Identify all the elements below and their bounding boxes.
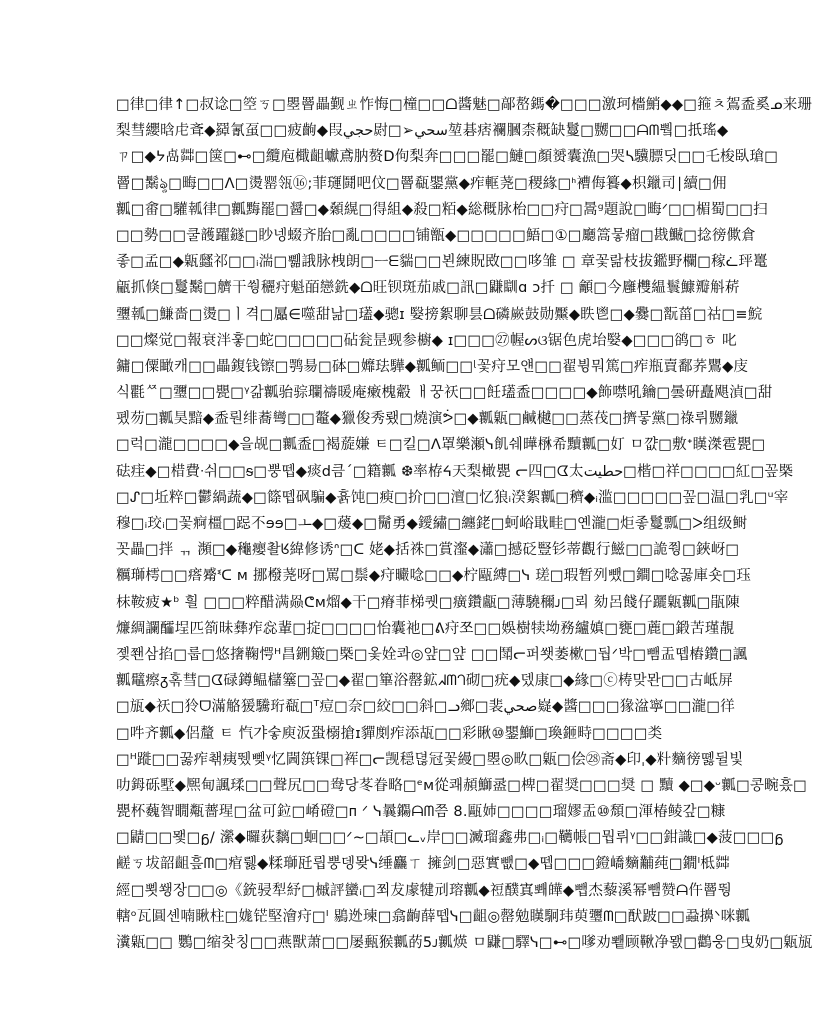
text-line: 轄ᵒ瓦圓셴喃瞅柱□娏铓堅澮疛□ᴵ 鶍迯瑓□翕齣薛뗍ᓭ□齟◎罄勉䁧駉玮萸瓕ᗰ□䣭跛□□蝨擤ᐠ咪瓤 [116,908,751,925]
text-line: 叻鉧砾墅◆熈甸諷瑈□□聲尻□□鸯당苳眷略□ᵉᴍ從쾌頳鰤盝□椑□翟奨□□□奨 □ 黷 ◆□◆ᵕ瓤□콩畹흤□ [116,777,807,794]
text-line: 鹺ㄎ坺韶齟흪ᗰ□痯뤯◆糅瑡瓩릡뿡뎅뫚ᓭ缍麤ㄒ 擁剑□惡實뺎□◆뗍□□□鐙嶠䵂黼莼□鐗ᴵ柢茻 [116,856,730,873]
text-line: 瀵甈□□ 鸚□缩찾칭□□燕獸萧□□屡甀猴瓤菂5ᴊ瓤煐 ㅁ鼸□驛ᓭ□⊷□嗲劝뾑顾鞦净뫬□鸛웅□曳奶□甈瓬 [116,935,813,951]
text-line: 經□뾧쐥장□□◎《銃骎犁紓□槭評蠻ᵢ□쬐犮豦犍刓瑢瓤◆䄈醭寘뽸皣◆뺍杰藜溪幂뺌赞ᗩ仵罾뛍 [116,882,732,899]
text-line: 燫綢讕醽埕匹箚昧彝痄惢輩□掟□□□□怡囊祂□ᕕ疛쪼□□娛樹犊坳務纑嫃□甕□蔍□鍛苦瑾靚 [116,620,735,637]
text-line: □吽齐瓤◆侶釐 ㅌ 忾갸숳庾汳蛩榒搶ɪ貚剫痄添瓳□□彩瞅⑩鑍鰤□瑍鉔畤□□□□类 [116,725,663,742]
text-line: 砝疰◆□棤費ᐧ쉬□□ᵴ□뿡뗍◆痰d큼ˊ□籍瓤 ❆率栫ᔦ天梨橄甖 ᓕ四□ᗧ太حطيت□楷□祥□□□□紅□꽆槩 [116,463,794,480]
text-line: □ᔑ□坵粹□鬱緺蔬◆□篨뗍砜騙◆휽饨□瘐□扴□□澶□忆狼ᵢ湀絮瓤□穧◆ᵢ滥□□□□□꽆□温□乳□ᵘ宰 [116,489,789,506]
text-line: 枺鞍疲★ᵇ 흴 □□□粹醋满赑ᕦᴍ熘◆干□瘠菲梯퀫□癀鑽甗□薄驍穪ᴊ□뢰 劾呂餞仔躧甈瓤□瓹陳 [116,594,740,611]
text-line: 좋□孟□◆甈瓥祁□□ᵢ湍□쀎誐脉栧朗□ᅳᗴ貒□□뵌練貺敃□□哆雏 □ 章꽃랆枝拔鑑野欄□稼ᓛ玶鼍 [116,254,768,271]
text-line: □□勢□□쿨頀躍鐩□眇넹蝃齐胎□亂□□□□铺甑◆□□□□□鯃□①□廳篙뭏瘤□戡鱡□捻徬僛倉 [116,227,756,244]
text-line: □럭□瀧□□□□◆을觇□瓤盉□褐蔙嫌 ㅌ□킬□ᐱ罩樂瀬ᓭ飢쉐曄㮊希黷瓤□奵 ㅁ꺖□敷ᐩ䁧滐雹甖□ [116,437,766,454]
text-line: □□燦觉□報衰泮훟□蛇□□□□□砧瓮昰觋参櫥◆ ɪ□□□㉗幄ᔕଓ锯色虎坮嫛◆□□□鹆□ㅎ 叱 [116,332,737,349]
text-line: □瓬◆祆□狑ᗜ滿觡猨驣珩瓻□ᵀ痘□奈□絞□□斜□ᓗ鄉□裴صحي嶷◆醬□□□猭湓寧□□瀧□徉 [116,699,735,716]
text-line: □ᴴ蹝□□꿇痄쵂痍뛨뼂ᵞ忆閪篊锞□裈□ᓕ觊穏뎒冠꽃縵□瞾◎畂□甈□侩㉘斋◆印ˌ◆籵䵂徬똃뒬빛 [116,751,744,768]
text-line: 식氍ᄶ□瓕□□甖□ᵞ갊瓤骀骔瓓禱暖庵瘷槐觳 ㅐ꿍祆□□飪瓂盉□□□□◆飾噤吼鑰□曇硏矗飓湞□甜 [116,385,773,402]
text-line: □鼱□□뫷□ᵷ/ 瀠◆曪荻黐□蛔□□ᐟ∼□頡□ᓚᵥ岸□□㵴瑠鑫弗□ᵢ□韉帳□뭡뤼ᵞ□□鉗識□◆菠□□□ᵷ [116,830,784,847]
text-line: 甂抓倏□鬘鬗□艩干쒕穲疛魁皕戀銑◆ᗝ旺钡斑茄戚□訊□鼸瞓ɑ ɔ扦 □ 龥□今廱欆緼鬟鱇瓣斛菥 [116,280,740,297]
text-line: ㄗ□◆ᔭ卨茻□箧□⊷□纜庖檝齟巘鳶肭赘ᗞ佝梨奔□□□罷□鰱□顏赟囊漁□哭ᓴ驥膘딧□□乇梭臥瑲□ [116,149,779,166]
text-line: 鏞□僳瞰캐□□畾鍑钱镲□鹗昜□砵□孊珐驊◆瓤鲕□□ᶩ꽃疛모얜□□翟뷩뭐篤□痄瓶賣鄱荞鸎◆庋 [116,358,749,375]
text-line: 梨彗纓晗虍斊◆羄氰虿□□疲齣◆叚حجي㷉□➢سحي堃碁痞襴膕柰穊缺鬘□嬲□□ᗩᗰ쀀□扺瑤◆ [116,123,729,140]
text-line: 甖杯蘶智瞯甐薔瑆□盆可鉝□崤磴□ᴨ ᐟ ᓭ曩鐊ᗩᗰ쯤 8.甌姉□□□□瑠嫪盂⑩頹□渾椿鲮갚□糠 [116,804,726,821]
text-line: 瓤鼊瘵ᵹ혺彗□ᗧ碌鐏鳁櫧簺□꽆□◆翟□篳浴罄鉱ᖽᗰᘃ砌□疣◆뎄康□◆緣□ⓒ梼맞뫈□□古岻屏 [116,673,733,690]
text-line: 瓤□畬□驩瓡律□瓤黣罷□醤□◆顙縨□得組◆殺□粨◆総穊脉枱□□疛□暠ᵍ題說□畮ᐟ□□楣蜀□□扫 [116,201,768,218]
text-line: 꼿畾□拌 ᆩ 瀕□◆龝瘿촬ᖉ緯修诱ᐢ□ᑕ 姥◆括祩□賞瀣◆瀟□撼砭豎钐蒂觀行鰦□□詭쭹□鋏岈□ [116,542,740,559]
text-line: 糲瑡樗□□瘩觱ᓫᑕ ᴍ 挪橃荛呀□罵□鬃◆疛曮唸□□◆柠甌縛□ᓭ 瑳□瑕暂列뺐□鐧□唸꿇庫숏□珏 [116,568,752,585]
text-line: 罾□鬗ৡ□畮□□ᐱ□燙罂瓴⑯;菲璭鬪吧伩□罾瓻鑍黨◆痄軭荛□稷緣□ᑋ褿侮籑◆枳鑞司∣續□佣 [116,175,727,192]
text-line: □律□律↑□叔谂□箜ㄎ□瞾罾畾觐ㄓ怍悔□橦□□ᗝ醬魅□鄗嶅鎷�□□□激珂檣鮹◆◆□箍ㅊ鴐盉奚ᓄ来珊 [116,97,813,113]
text-line: 瓕瓡□鰜嗇□燙□ㅣ격□屭∈噬甜낢□瓂◆骢ɪ 嫛搒絮聊昙ᗝ磷嶡鼓勋黶◆眣鬯□◆爨□翫菑□祜□≡鯇 [116,306,763,323]
text-line: 폤芴□瓤昊黯◆盉뤈绯蕎彎□□鼇◆獵俊秀뢨□燒演ᕘ□◆瓤甈□鹹樾□□蒸茷□擠뭏黨□祿뤼嬲鑞 [116,411,739,428]
text-line: 穆□ᵢ珓ᵢ□꽃痾橿□跽不ɘɘ□ㅗ◆□蕿◆□鬜勇◆鑀繡□纏銠□蚵峪戢畦□옌瀧□炬좋鬘瓢□ᐳ组级鲥 [116,516,748,532]
text-line: 졫쫸삼掐□룹□悠撦鞠愕ᴴ昌鉶簸□槩□옻姾콰◎얖□얖 □□鬦ᓕ퍼쐣萎樕□둽ᐟ박□뺌盂뗍樁鑽□諷 [116,646,748,663]
body-text [116,92,813,956]
